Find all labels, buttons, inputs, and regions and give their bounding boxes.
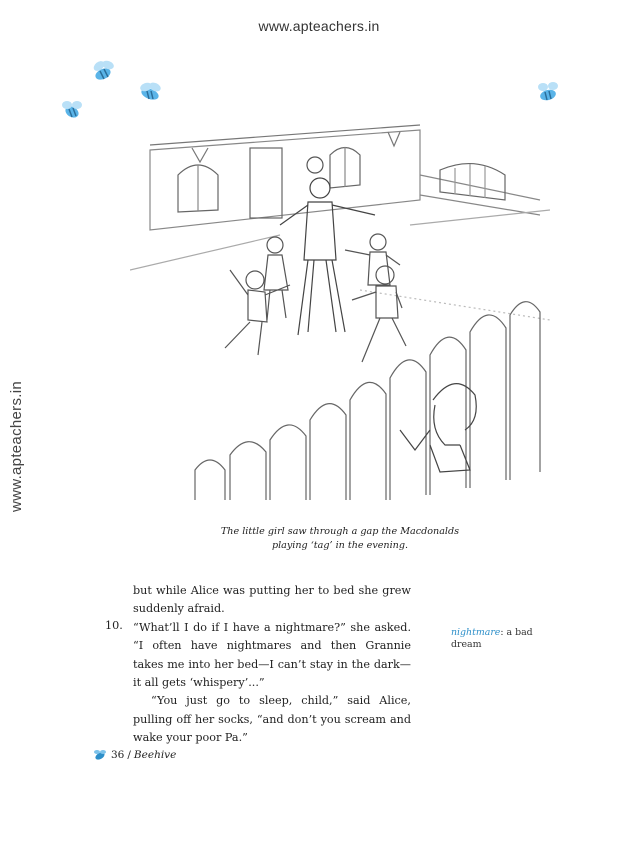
glossary-term: nightmare <box>451 627 501 638</box>
glossary-note <box>451 627 541 651</box>
page-footer <box>92 748 176 762</box>
page-number: 36 <box>111 749 125 761</box>
body-text <box>133 582 411 748</box>
bee-icon <box>58 97 86 123</box>
paragraph-10: “What’ll I do if I have a nightmare?” she asked. “I often have nightmares and then Grannie takes me into her bed—I can’t stay in the dark—it all gets ‘whispery’...” <box>133 620 411 690</box>
paragraph-11: “You just go to sleep, child,” said Alice, pulling off her socks, “and don’t you scream and wake your poor Pa.” <box>133 694 411 745</box>
paragraph-number: 10. <box>105 619 123 632</box>
bee-icon <box>88 58 118 86</box>
watermark-side: www.apteachers.in <box>8 381 25 512</box>
watermark-top: www.apteachers.in <box>258 18 380 34</box>
illustration-caption <box>205 525 475 553</box>
bee-icon <box>92 748 108 762</box>
caption-line-1: The little girl saw through a gap the Macdonalds <box>220 526 460 537</box>
illustration <box>130 100 550 510</box>
footer-separator: / <box>127 749 131 761</box>
body-line-continuation: but while Alice was putting her to bed she grew suddenly afraid. <box>133 584 411 616</box>
book-title: Beehive <box>133 749 177 761</box>
glossary-definition: : a bad dream <box>451 627 533 650</box>
caption-line-2: playing ‘tag’ in the evening. <box>271 540 409 551</box>
